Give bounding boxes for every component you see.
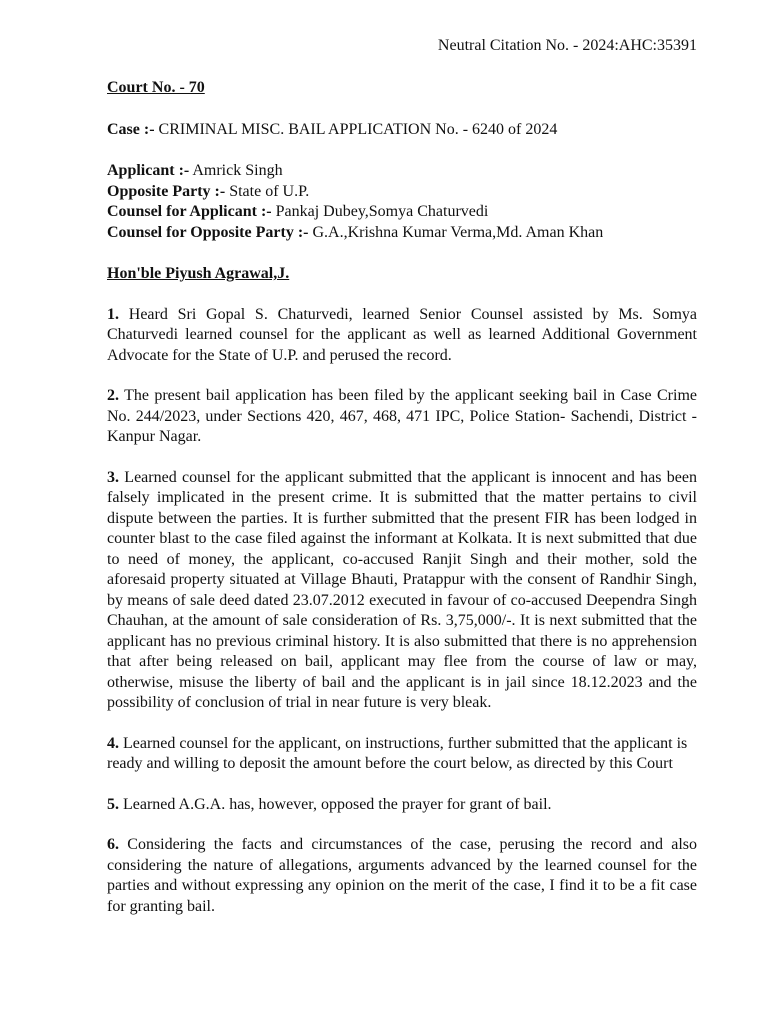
counsel-opposite-value: G.A.,Krishna Kumar Verma,Md. Aman Khan <box>308 223 604 241</box>
paragraph-number: 4. <box>107 734 119 752</box>
paragraph-number: 5. <box>107 795 119 813</box>
paragraph-number: 6. <box>107 836 119 853</box>
paragraph-5 <box>107 795 697 816</box>
paragraph-text: Learned counsel for the applicant, on instructions, further submitted that the applicant is ready and willing to deposit the amount before the court below, as directed by this Court <box>107 734 688 772</box>
paragraph-text: The present bail application has been filed by the applicant seeking bail in Case Crime No. 244/2023, under Sections 420, 467, 468, 471 IPC, Police Station- Sachendi, District - Kanpur Nagar. <box>107 387 697 445</box>
judge-name: Hon'ble Piyush Agrawal,J. <box>107 265 290 282</box>
opposite-party-label: Opposite Party :- <box>107 182 226 200</box>
paragraph-text: Considering the facts and circumstances of the case, perusing the record and also considering the nature of allegations, arguments advanced by the learned counsel for the parties and without expressing any opinion on the merit of the case, I find it to be a fit case for granting bail. <box>107 836 697 915</box>
counsel-applicant-line <box>107 202 697 223</box>
document-page <box>107 36 697 917</box>
paragraph-1 <box>107 305 697 367</box>
court-number: Court No. - 70 <box>107 79 205 96</box>
parties-block <box>107 161 697 243</box>
paragraph-text: Learned A.G.A. has, however, opposed the prayer for grant of bail. <box>119 795 552 813</box>
paragraph-3 <box>107 468 697 714</box>
applicant-value: Amrick Singh <box>189 162 283 179</box>
paragraph-number: 2. <box>107 387 119 404</box>
paragraph-text: Heard Sri Gopal S. Chaturvedi, learned Senior Counsel assisted by Ms. Somya Chaturvedi learned counsel for the applicant as well as learned Additional Government Advocate for the State of U.P. and perused the record. <box>107 305 697 364</box>
applicant-label: Applicant :- <box>107 162 190 179</box>
paragraph-text: Learned counsel for the applicant submitted that the applicant is innocent and has been falsely implicated in the present crime. It is submitted that the matter pertains to civil dispute between the parties. It is further submitted that the present FIR has been lodged in counter blast to the case filed against the informant at Kolkata. It is next submitted that due to need of money, the applicant, co-accused Ranjit Singh and their mother, sold the aforesaid property situated at Village Bhauti, Pratappur with the consent of Randhir Singh, by means of sale deed dated 23.07.2012 executed in favour of co-accused Deependra Singh Chauhan, at the amount of sale consideration of Rs. 3,75,000/-. It is next submitted that the applicant has no previous criminal history. It is also submitted that there is no apprehension that after being released on bail, applicant may flee from the course of law or may, otherwise, misuse the liberty of bail and the applicant is in jail since 18.12.2023 and the possibility of conclusion of trial in near future is very bleak. <box>107 468 697 711</box>
paragraph-number: 3. <box>107 468 119 486</box>
counsel-applicant-label: Counsel for Applicant :- <box>107 203 272 220</box>
paragraph-number: 1. <box>107 305 119 323</box>
applicant-line <box>107 161 697 182</box>
paragraph-2 <box>107 386 697 448</box>
counsel-opposite-label: Counsel for Opposite Party :- <box>107 223 309 241</box>
counsel-opposite-line <box>107 223 697 244</box>
paragraph-6 <box>107 835 697 917</box>
counsel-applicant-value: Pankaj Dubey,Somya Chaturvedi <box>271 203 489 220</box>
opposite-party-value: State of U.P. <box>225 182 310 200</box>
paragraph-4 <box>107 734 697 775</box>
opposite-party-line <box>107 182 697 203</box>
case-line <box>107 120 697 141</box>
neutral-citation: Neutral Citation No. - 2024:AHC:35391 <box>437 37 697 54</box>
case-label: Case :- <box>107 120 155 138</box>
case-value: CRIMINAL MISC. BAIL APPLICATION No. - 6240 of 2024 <box>154 120 558 138</box>
